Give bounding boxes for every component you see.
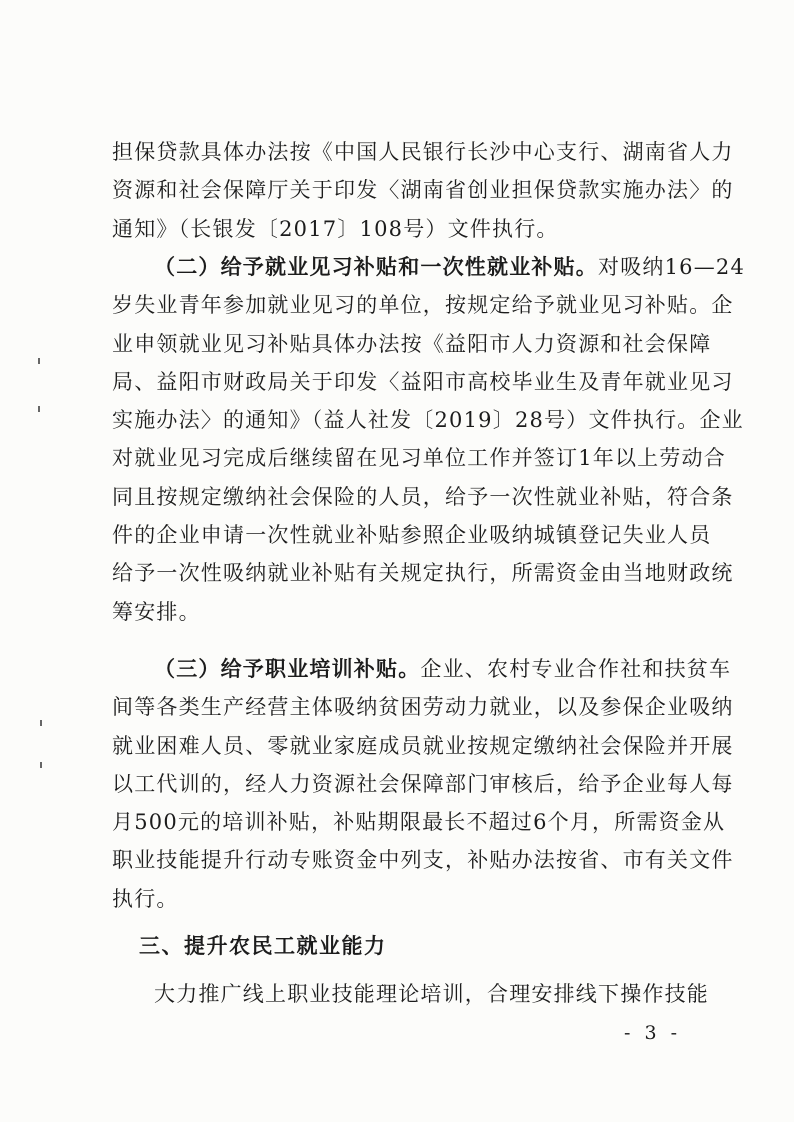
paragraph-p4	[112, 975, 709, 1013]
text-line: 月500元的培训补贴，补贴期限最长不超过6个月，所需资金从	[112, 810, 726, 835]
text-line: 担保贷款具体办法按《中国人民银行长沙中心支行、湖南省人力	[112, 140, 734, 164]
text-fragment: 对吸纳16—24	[598, 255, 746, 279]
text-line: 局、益阳市财政局关于印发〈益阳市高校毕业生及青年就业见习	[112, 369, 734, 394]
text-line: 对就业见习完成后继续留在见习单位工作并签订1年以上劳动合	[112, 446, 726, 471]
scan-mark	[38, 406, 40, 412]
subsection-heading-3: （三）给予职业培训补贴。	[154, 656, 421, 681]
text-line: 给予一次性吸纳就业补贴有关规定执行，所需资金由当地财政统	[112, 561, 734, 586]
paragraph-p1	[112, 133, 734, 248]
text-fragment: 企业、农村专业合作社和扶贫车	[420, 657, 732, 681]
text-line: 大力推广线上职业技能理论培训，合理安排线下操作技能	[154, 982, 709, 1006]
paragraph-p2	[112, 248, 746, 631]
text-line: 实施办法〉的通知》（益人社发〔2019〕28号）文件执行。企业	[112, 408, 744, 433]
text-line: 岁失业青年参加就业见习的单位，按规定给予就业见习补贴。企	[112, 293, 734, 318]
section-heading: 三、提升农民工就业能力	[139, 934, 387, 958]
scan-mark	[40, 762, 42, 768]
text-line: 件的企业申请一次性就业补贴参照企业吸纳城镇登记失业人员	[112, 523, 712, 548]
text-line	[112, 650, 732, 688]
text-line: 以工代训的，经人力资源社会保障部门审核后，给予企业每人每	[112, 771, 734, 796]
scan-mark	[38, 358, 40, 364]
text-line: 就业困难人员、零就业家庭成员就业按规定缴纳社会保险并开展	[112, 733, 734, 758]
text-line: 执行。	[112, 886, 179, 911]
text-line: 业申领就业见习补贴具体办法按《益阳市人力资源和社会保障	[112, 331, 712, 356]
text-line: 筹安排。	[112, 599, 201, 624]
text-line: 同且按规定缴纳社会保险的人员，给予一次性就业补贴，符合条	[112, 484, 734, 509]
paragraph-p3	[112, 650, 734, 918]
scan-mark	[40, 720, 42, 726]
text-line: 资源和社会保障厅关于印发〈湖南省创业担保贷款实施办法〉的	[112, 178, 734, 203]
text-line	[112, 248, 746, 286]
text-line: 通知》（长银发〔2017〕108号）文件执行。	[112, 216, 559, 241]
subsection-heading-2: （二）给予就业见习补贴和一次性就业补贴。	[154, 254, 598, 279]
text-line: 间等各类生产经营主体吸纳贫困劳动力就业，以及参保企业吸纳	[112, 695, 734, 720]
page-number: - 3 -	[624, 1022, 682, 1044]
text-line: 职业技能提升行动专账资金中列支，补贴办法按省、市有关文件	[112, 848, 734, 873]
